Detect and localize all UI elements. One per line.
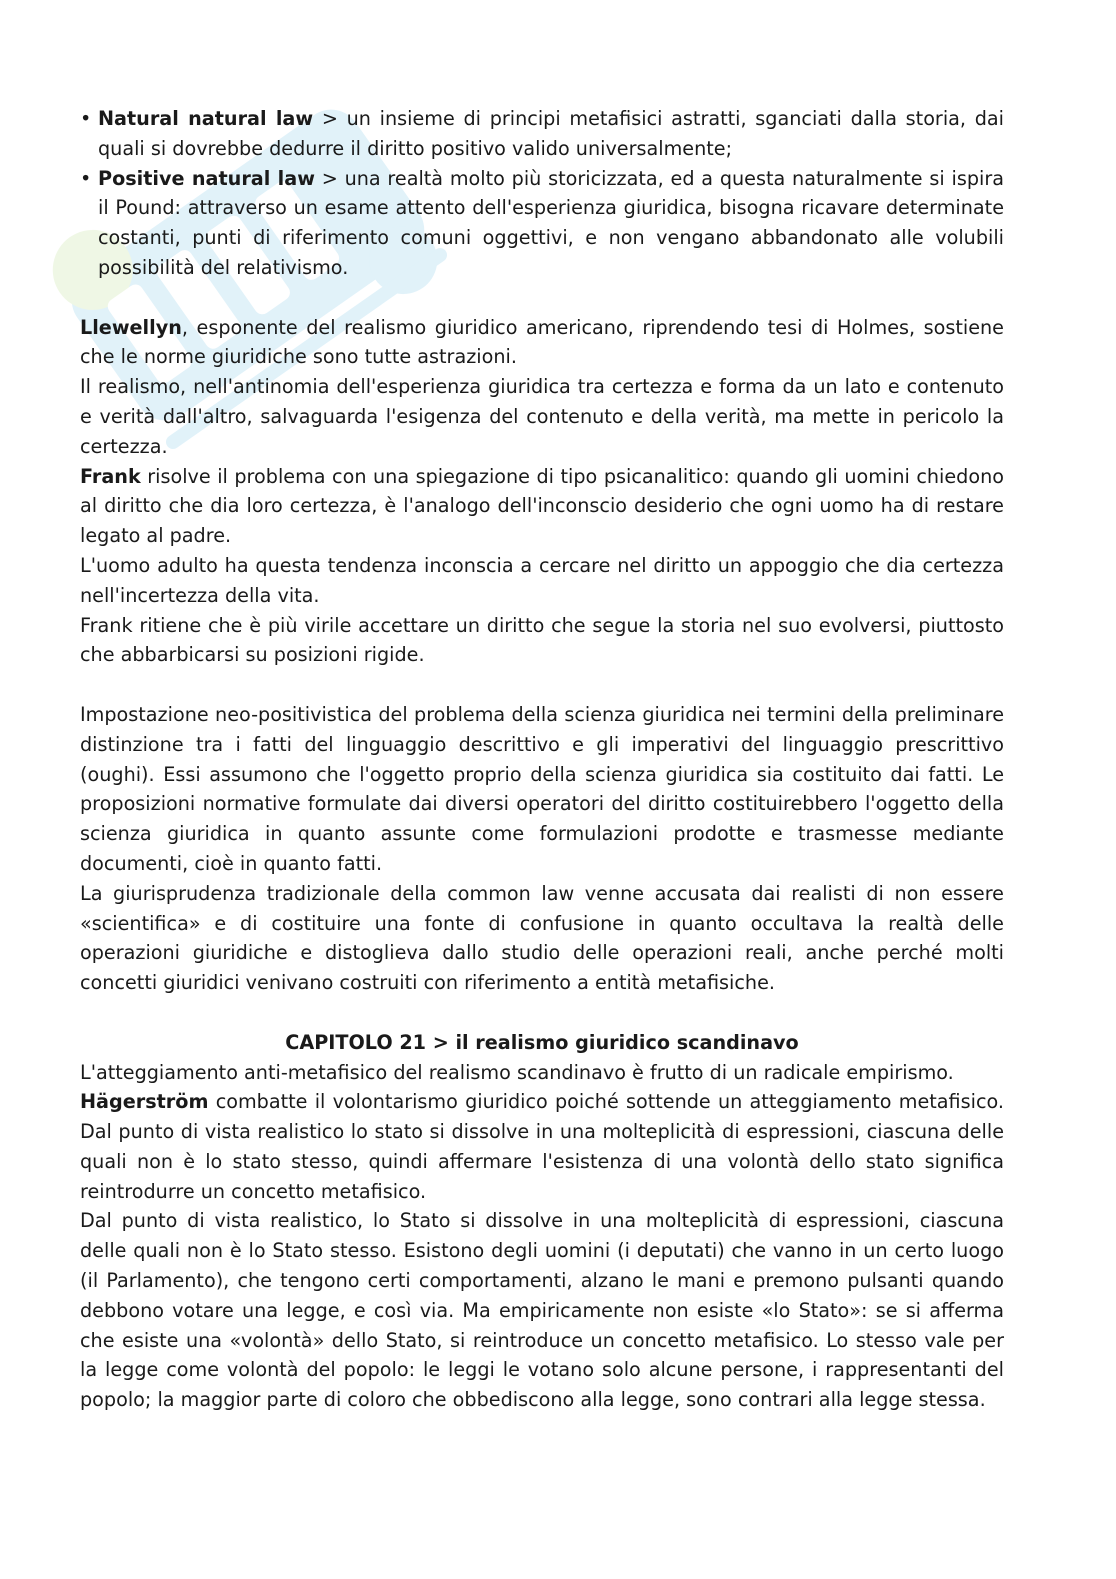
document-page: [80, 104, 1004, 1415]
paragraph-text: combatte il volontarismo giuridico poiché sottende un atteggiamento metafisico. Dal punto di vista realistico lo stato si dissolve in una molteplicità di espressioni, ciascuna delle quali non è lo stato stesso, quindi affermare l'esistenza di una volontà dello stato significa reintrodurre un concetto metafisico.: [80, 1090, 1004, 1203]
paragraph: La giurisprudenza tradizionale della common law venne accusata dai realisti di non essere «scientifica» e di costituire una fonte di confusione in quanto occultava la realtà delle operazioni giuridiche e distoglieva dallo studio delle operazioni reali, anche perché molti concetti giuridici venivano costruiti con riferimento a entità metafisiche.: [80, 881, 1004, 995]
term-bold: Positive natural law: [98, 166, 315, 190]
paragraph: [80, 313, 1004, 373]
bullet-icon: •: [80, 166, 92, 190]
paragraph-text: risolve il problema con una spiegazione di tipo psicanalitico: quando gli uomini chiedono al diritto che dia loro certezza, è l'analogo dell'inconscio desiderio che ogni uomo ha di restare legato al padre.: [80, 464, 1004, 548]
paragraph: [80, 462, 1004, 551]
paragraph: L'uomo adulto ha questa tendenza inconscia a cercare nel diritto un appoggio che dia certezza nell'incertezza della vita.: [80, 553, 1004, 607]
paragraph: Dal punto di vista realistico, lo Stato si dissolve in una molteplicità di espressioni, ciascuna delle quali non è lo Stato stesso. Esistono degli uomini (i deputati) che vanno in un certo luogo (il Parlamento), che tengono certi comportamenti, alzano le mani e premono pulsanti quando debbono votare una legge, e così via. Ma empiricamente non esiste «lo Stato»: se si afferma che esiste una «volontà» dello Stato, si reintroduce un concetto metafisico. Lo stesso vale per la legge come volontà del popolo: le leggi le votano solo alcune persone, i rappresentanti del popolo; la maggior parte di coloro che obbediscono alla legge, sono contrari alla legge stessa.: [80, 1209, 1004, 1412]
natural-law-list: [80, 104, 1004, 283]
term-bold: Llewellyn: [80, 315, 182, 339]
list-item-text: > un insieme di principi metafisici astratti, sganciati dalla storia, dai quali si dovrebbe dedurre il diritto positivo valido universalmente;: [98, 107, 1004, 160]
paragraph-text: , esponente del realismo giuridico americano, riprendendo tesi di Holmes, sostiene che le norme giuridiche sono tutte astrazioni.: [80, 315, 1004, 369]
chapter-title: CAPITOLO 21 > il realismo giuridico scandinavo: [285, 1030, 799, 1054]
bullet-icon: •: [80, 107, 92, 130]
paragraph: Impostazione neo-positivistica del problema della scienza giuridica nei termini della preliminare distinzione tra i fatti del linguaggio descrittivo e gli imperativi del linguaggio prescrittivo (oughi). Essi assumono che l'oggetto proprio della scienza giuridica sia costituito dai fatti. Le proposizioni normative formulate dai diversi operatori del diritto costituirebbero l'oggetto della scienza giuridica in quanto assunte come formulazioni prodotte e trasmesse mediante documenti, cioè in quanto fatti.: [80, 702, 1004, 875]
list-item-text: > una realtà molto più storicizzata, ed a questa naturalmente si ispira il Pound: attraverso un esame attento dell'esperienza giuridica, bisogna ricavare determinate costanti, punti di riferimento comuni oggettivi, e non vengano abbandonato alle volubili possibilità del relativismo.: [98, 166, 1004, 279]
term-bold: Frank: [80, 464, 141, 488]
list-item: [80, 164, 1004, 283]
paragraph: Il realismo, nell'antinomia dell'esperienza giuridica tra certezza e forma da un lato e contenuto e verità dall'altro, salvaguarda l'esigenza del contenuto e della verità, ma mette in pericolo la certezza.: [80, 375, 1004, 458]
paragraph: Frank ritiene che è più virile accettare un diritto che segue la storia nel suo evolversi, piuttosto che abbarbicarsi su posizioni rigide.: [80, 613, 1004, 667]
term-bold: Natural natural law: [98, 107, 314, 130]
paragraph: L'atteggiamento anti-metafisico del realismo scandinavo è frutto di un radicale empirismo.: [80, 1060, 954, 1084]
paragraph: [80, 1087, 1004, 1206]
term-bold: Hägerström: [80, 1090, 209, 1114]
list-item: [80, 104, 1004, 164]
